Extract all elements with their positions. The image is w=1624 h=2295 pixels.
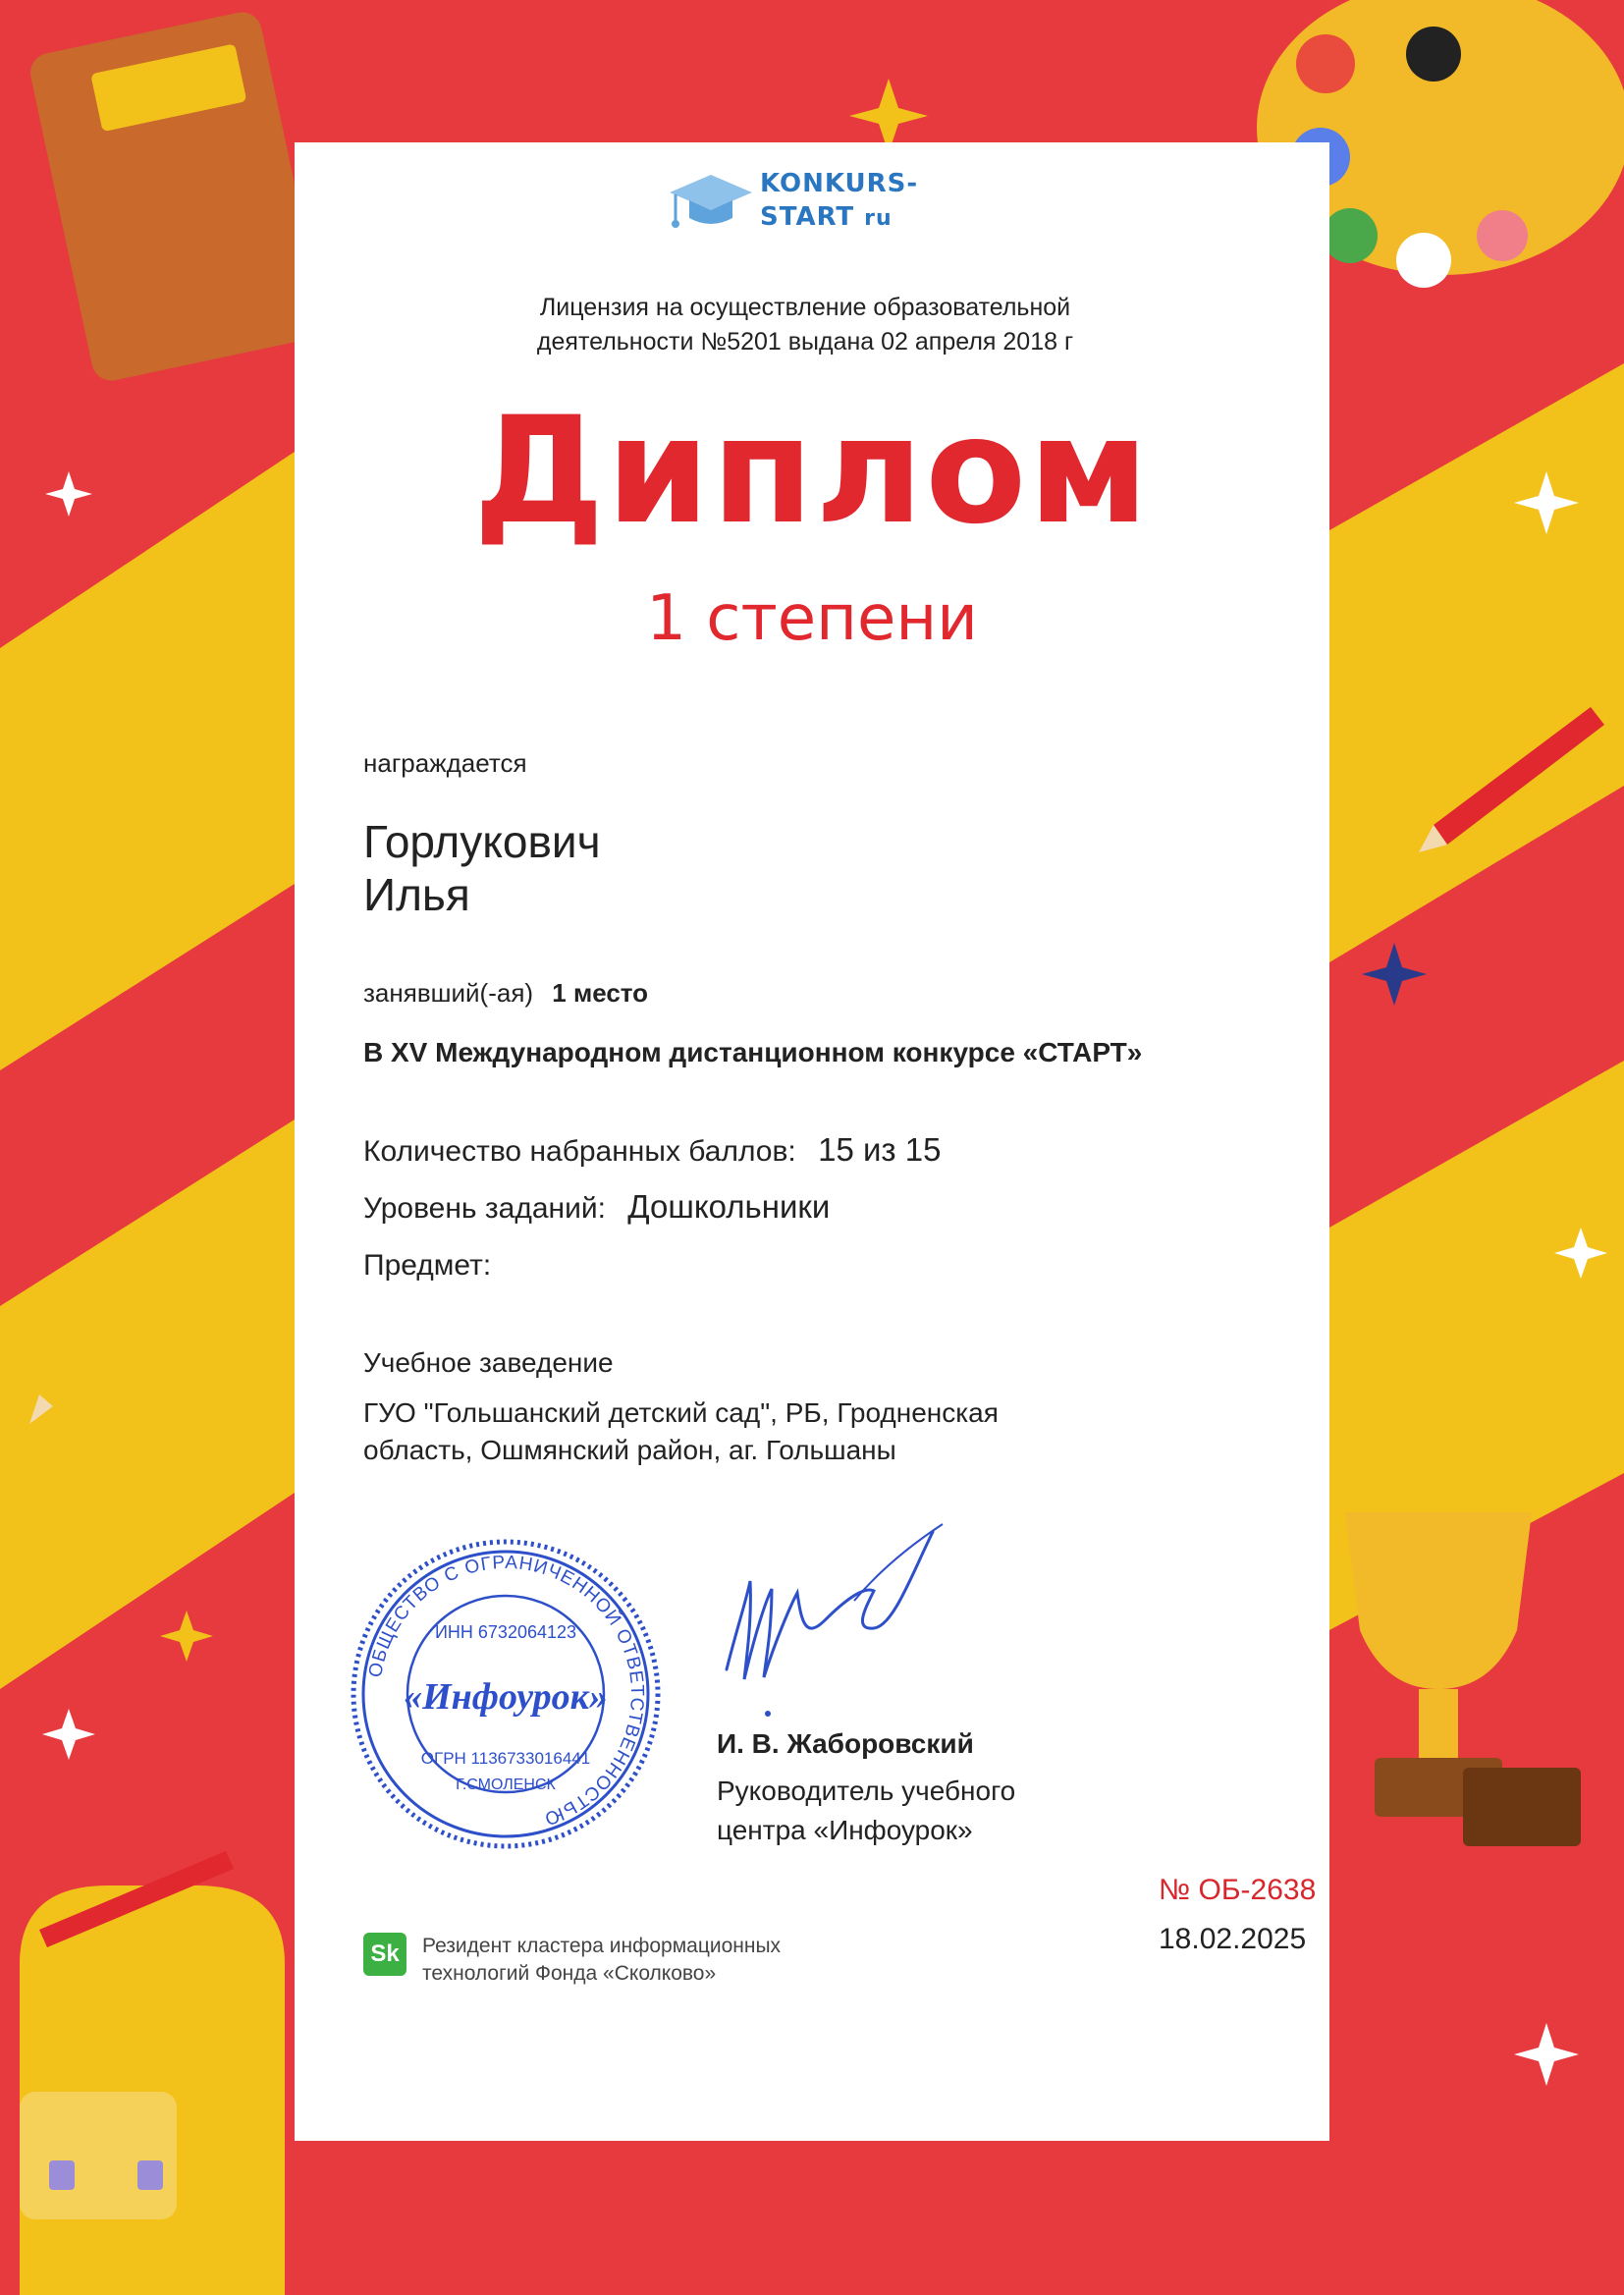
score-label: Количество набранных баллов: — [363, 1135, 796, 1168]
document-number: № ОБ-2638 — [1159, 1874, 1317, 1906]
stamp-ogrn: ОГРН 1136733016441 — [420, 1749, 591, 1768]
stamp-city: Г.СМОЛЕНСК — [456, 1776, 556, 1793]
signer-block — [717, 1724, 1015, 1850]
recipient-first-name: Илья — [363, 869, 470, 920]
institution-line1: ГУО "Гольшанский детский сад", РБ, Гродненская — [363, 1397, 999, 1428]
place-value: 1 место — [552, 978, 649, 1008]
license-line1: Лицензия на осуществление образовательной — [539, 294, 1071, 321]
institution-label: Учебное заведение — [363, 1347, 614, 1378]
backpack-icon — [20, 1885, 285, 2295]
institution-name — [363, 1394, 999, 1469]
signer-role-line2: центра «Инфоурок» — [717, 1815, 973, 1845]
subject-label: Предмет: — [363, 1249, 492, 1282]
diploma-title: Диплом — [473, 386, 1151, 557]
diploma-degree: 1 степени — [646, 582, 978, 655]
score-row — [363, 1131, 941, 1169]
stamp-center: «Инфоурок» — [404, 1676, 608, 1718]
contest-name: В XV Международном дистанционном конкурсе «СТАРТ» — [363, 1037, 1143, 1067]
skolkovo-badge: Sk — [363, 1933, 406, 1976]
awarded-label: награждается — [363, 748, 527, 778]
institution-line2: область, Ошмянский район, аг. Гольшаны — [363, 1435, 896, 1465]
subject-row — [363, 1245, 491, 1283]
graduation-cap-icon — [668, 169, 754, 240]
skolkovo-line1: Резидент кластера информационных — [422, 1935, 782, 1957]
signer-name: И. В. Жаборовский — [717, 1728, 974, 1759]
place-label: занявший(-ая) — [363, 978, 534, 1008]
issue-date: 18.02.2025 — [1159, 1923, 1307, 1955]
level-value: Дошкольники — [627, 1188, 831, 1225]
score-value: 15 из 15 — [818, 1131, 942, 1168]
license-line2: деятельности №5201 выдана 02 апреля 2018 г — [536, 328, 1074, 355]
level-label: Уровень заданий: — [363, 1192, 606, 1225]
recipient-surname: Горлукович — [363, 816, 601, 867]
logo-line2: START — [760, 202, 855, 232]
stamp-ring-text: ОБЩЕСТВО С ОГРАНИЧЕННОЙ ОТВЕТСТВЕННОСТЬЮ — [365, 1552, 648, 1830]
logo-suffix: ru — [864, 206, 893, 231]
level-row — [363, 1188, 830, 1226]
place-row — [363, 978, 648, 1009]
signer-role-line1: Руководитель учебного — [717, 1776, 1016, 1806]
skolkovo-text — [422, 1933, 781, 1988]
official-stamp — [344, 1532, 668, 1856]
handwritten-signature — [707, 1512, 962, 1728]
stamp-inn: ИНН 6732064123 — [434, 1622, 577, 1642]
logo-line1: KONKURS- — [760, 169, 919, 198]
konkurs-start-logo — [668, 165, 962, 244]
skolkovo-line2: технологий Фонда «Сколково» — [422, 1962, 717, 1985]
license-text — [461, 291, 1149, 359]
